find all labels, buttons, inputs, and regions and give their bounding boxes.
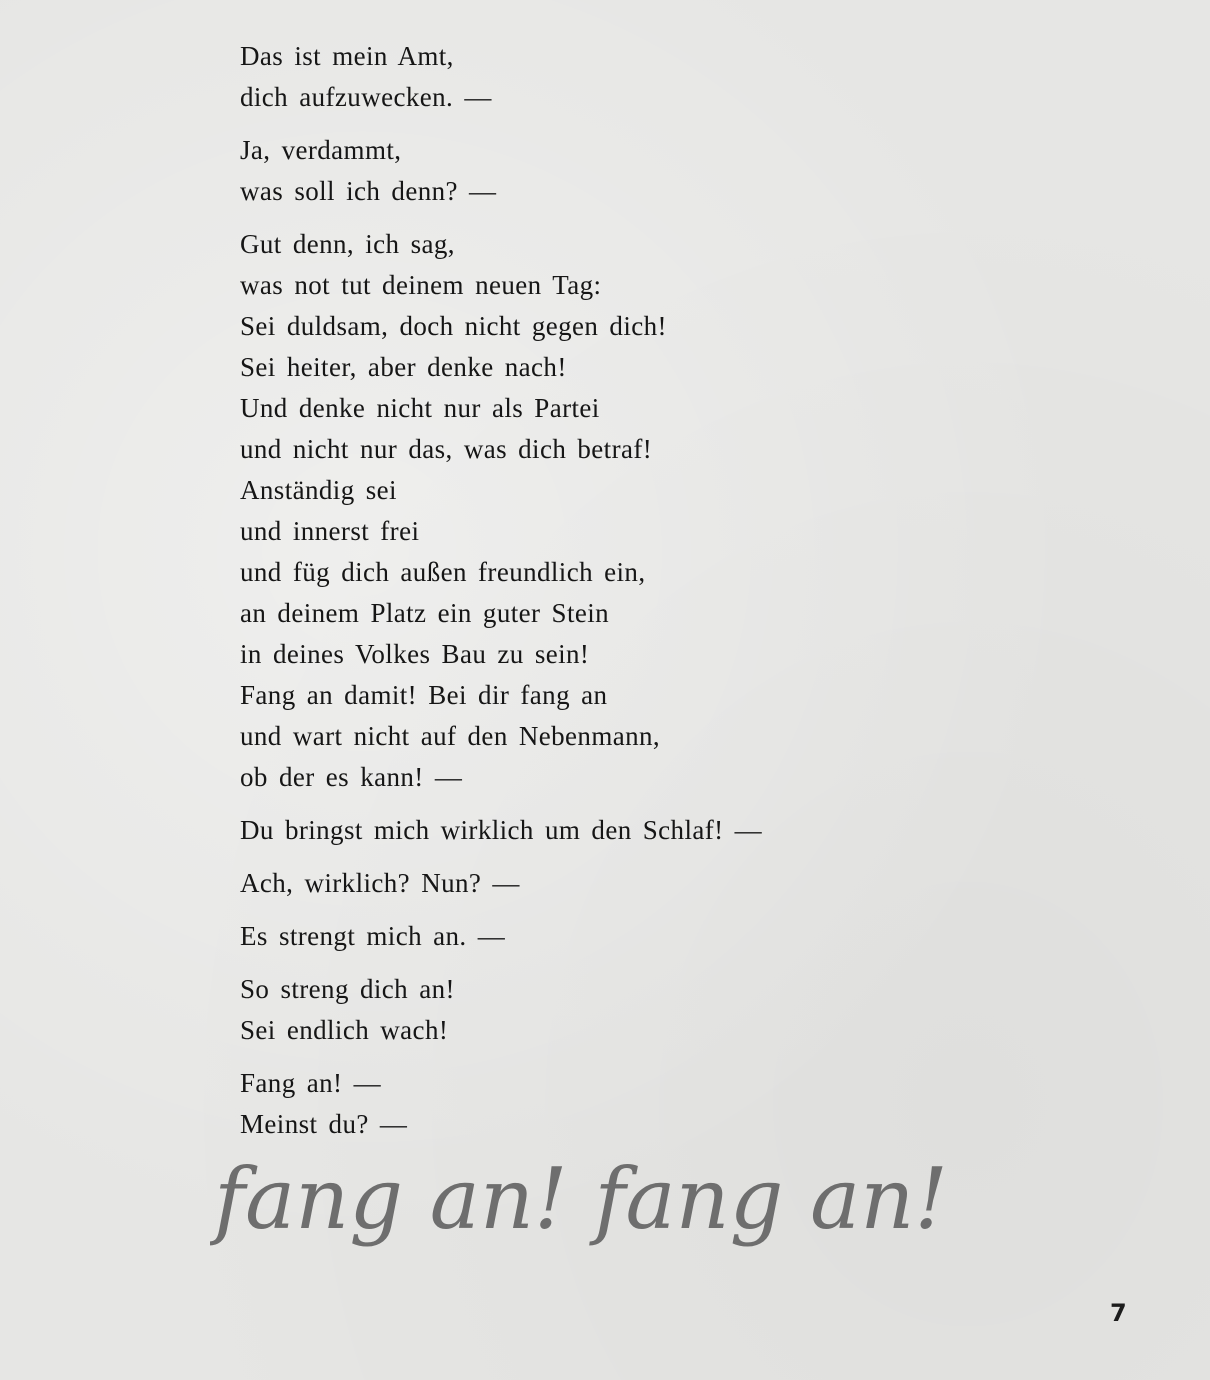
- poem-line: Gut denn, ich sag,: [240, 229, 455, 259]
- stanza: [240, 1063, 860, 1145]
- poem-line: Fang an! —: [240, 1068, 381, 1098]
- page-number: 7: [1110, 1299, 1127, 1327]
- poem-line: und füg dich außen freundlich ein,: [240, 557, 646, 587]
- poem-line: Du bringst mich wirklich um den Schlaf! —: [240, 815, 763, 845]
- stanza: [240, 224, 860, 798]
- poem-line: Fang an damit! Bei dir fang an: [240, 680, 608, 710]
- poem-line: Und denke nicht nur als Partei: [240, 393, 600, 423]
- poem: [240, 36, 860, 1157]
- stanza: [240, 36, 860, 118]
- poem-line: ob der es kann! —: [240, 762, 463, 792]
- poem-line: in deines Volkes Bau zu sein!: [240, 639, 590, 669]
- poem-line: und innerst frei: [240, 516, 420, 546]
- poem-line: So streng dich an!: [240, 974, 455, 1004]
- stanza: [240, 810, 860, 851]
- handwritten-inscription: [210, 1150, 990, 1280]
- stanza: [240, 916, 860, 957]
- poem-line: Sei heiter, aber denke nach!: [240, 352, 567, 382]
- poem-line: Es strengt mich an. —: [240, 921, 506, 951]
- stanza: [240, 863, 860, 904]
- poem-line: und wart nicht auf den Nebenmann,: [240, 721, 661, 751]
- poem-line: und nicht nur das, was dich betraf!: [240, 434, 653, 464]
- poem-line: dich aufzuwecken. —: [240, 82, 492, 112]
- poem-line: Meinst du? —: [240, 1109, 408, 1139]
- poem-line: Ja, verdammt,: [240, 135, 402, 165]
- handwritten-text: fang an! fang an!: [214, 1150, 949, 1248]
- poem-line: was not tut deinem neuen Tag:: [240, 270, 602, 300]
- poem-line: Anständig sei: [240, 475, 397, 505]
- stanza: [240, 130, 860, 212]
- poem-line: Sei duldsam, doch nicht gegen dich!: [240, 311, 667, 341]
- stanza: [240, 969, 860, 1051]
- poem-line: Das ist mein Amt,: [240, 41, 454, 71]
- poem-line: was soll ich denn? —: [240, 176, 497, 206]
- poem-line: Ach, wirklich? Nun? —: [240, 868, 520, 898]
- poem-line: Sei endlich wach!: [240, 1015, 449, 1045]
- poem-line: an deinem Platz ein guter Stein: [240, 598, 610, 628]
